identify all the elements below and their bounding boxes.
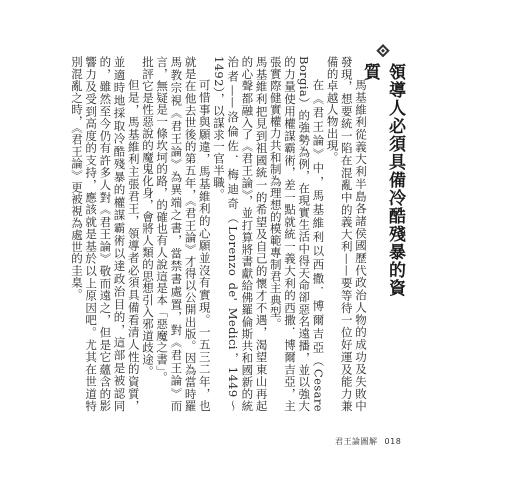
page-number: 018 — [384, 437, 402, 446]
paragraph-5: 批評它是性惡說的魔鬼化身，會將人類的思想引入邪道歧途。 — [140, 56, 155, 378]
paragraph-4: 可惜事與願違，馬基維利的心願並沒有實現。一五三二年，也就是在他去世後的第五年，《君王論》才得以公開出版。因為當時羅馬教宗視《君王論》為異端之書，當禁書處置，對《君王論》而言，無疑是一條坎坷的路，的確也有人說這是本「惡魔之書」。 — [155, 56, 212, 412]
section-heading-text: 領導人必須具備冷酷殘暴的資質 — [360, 63, 405, 298]
page-footer — [335, 436, 401, 447]
paragraph-2: 在《君王論》中，馬基維利以西撒．博爾吉亞（Cesare Borgia）的強勢為例，在現實生活中得天命卻惡名遠播，並以強大的力量使用權謀霸術，差一點就統一義大利的西撒．博爾吉亞，主張實際健實權力共和制為理想的模範專制君主典型。 — [268, 56, 326, 412]
section-heading — [360, 44, 405, 304]
paragraph-1: 馬基維利從義大利半島各諸侯國歷代政治人物的成功及失敗中發現，想要統一陷在混亂中的義大利——要等待一位好運及能力兼備的卓越人物出現。 — [325, 56, 368, 412]
diamond-bullet-icon — [376, 44, 390, 57]
footer-book-title: 君王論圖解 — [335, 437, 378, 446]
paragraph-3: 馬基維利把見到祖國統一的希望及自己的懷才不遇，渴望東山再起的心聲都融入了《君王論》，並打算將書獻給佛羅倫斯共和國新的統治者——洛倫佐．梅迪奇（Lorenzo de' Medici，1449～1492），以謀求一官半職。 — [211, 56, 269, 412]
body-text — [69, 56, 368, 412]
paragraph-6: 但是，馬基維利主張君王，領導者必須具備看清人性的資質，並適時地採取冷酷殘暴的權謀霸術以達政治目的，這部是被認同的，雖然至今仍有許多人對《君王論》敬而遠之，但是它蘊含的影響力及受到高度的支持，應該就是基於以上原因吧。尤其在世道特別混亂之時，《君王論》更被視為處世的圭臬。 — [69, 56, 141, 412]
